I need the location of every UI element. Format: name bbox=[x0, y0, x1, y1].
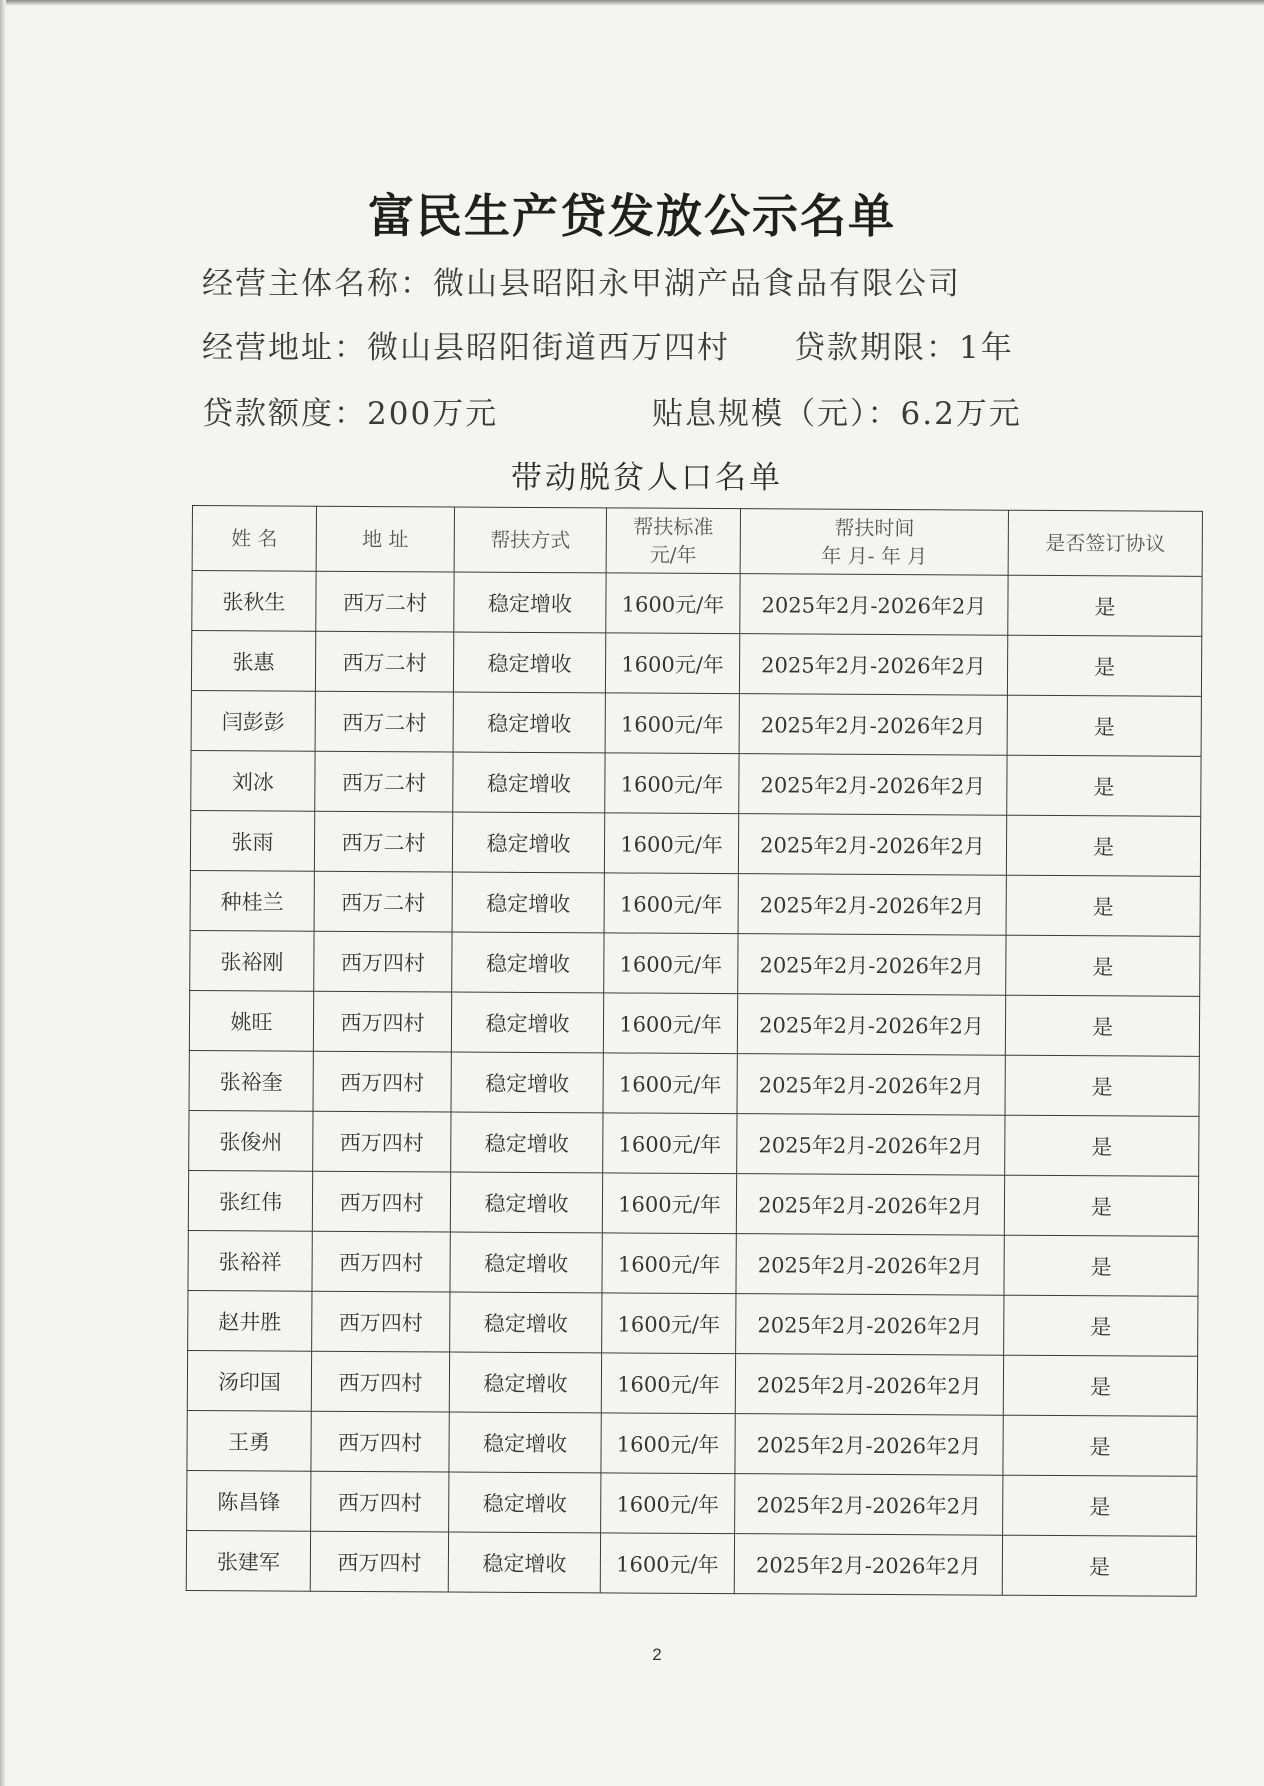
cell-name: 闫彭彭 bbox=[191, 690, 315, 751]
cell-standard: 1600元/年 bbox=[602, 1233, 736, 1294]
header-address: 地 址 bbox=[316, 506, 454, 572]
cell-standard: 1600元/年 bbox=[605, 753, 739, 814]
header-standard-line2: 元/年 bbox=[649, 542, 697, 567]
cell-standard: 1600元/年 bbox=[601, 1353, 735, 1414]
cell-address: 西万四村 bbox=[313, 1051, 451, 1112]
entity-name-value: 微山县昭阳永甲湖产品食品有限公司 bbox=[433, 266, 961, 302]
table-row bbox=[189, 990, 1199, 1056]
cell-address: 西万四村 bbox=[311, 1471, 449, 1532]
cell-agreement: 是 bbox=[1007, 695, 1201, 756]
cell-agreement: 是 bbox=[1003, 1355, 1197, 1416]
cell-address: 西万二村 bbox=[315, 751, 453, 812]
cell-method: 稳定增收 bbox=[449, 1472, 601, 1533]
table-row bbox=[191, 690, 1201, 756]
cell-name: 姚旺 bbox=[189, 990, 313, 1051]
cell-method: 稳定增收 bbox=[451, 992, 603, 1053]
cell-method: 稳定增收 bbox=[449, 1412, 601, 1473]
cell-agreement: 是 bbox=[1007, 755, 1201, 816]
address-label: 经营地址： bbox=[202, 330, 367, 366]
page-top-edge bbox=[0, 0, 1264, 6]
cell-standard: 1600元/年 bbox=[601, 1473, 735, 1534]
cell-period: 2025年2月-2026年2月 bbox=[739, 754, 1007, 816]
cell-method: 稳定增收 bbox=[454, 572, 606, 633]
table-row bbox=[188, 1290, 1198, 1356]
cell-agreement: 是 bbox=[1006, 935, 1200, 996]
cell-standard: 1600元/年 bbox=[602, 1293, 736, 1354]
cell-method: 稳定增收 bbox=[452, 932, 604, 993]
table-row bbox=[187, 1410, 1197, 1476]
cell-standard: 1600元/年 bbox=[605, 633, 739, 694]
header-name: 姓 名 bbox=[192, 506, 316, 572]
cell-standard: 1600元/年 bbox=[601, 1413, 735, 1474]
header-standard-line1: 帮扶标准 bbox=[633, 514, 714, 540]
cell-name: 王勇 bbox=[187, 1410, 311, 1471]
cell-agreement: 是 bbox=[1007, 635, 1201, 696]
loan-amount-label: 贷款额度： bbox=[202, 396, 367, 432]
cell-standard: 1600元/年 bbox=[604, 813, 738, 874]
cell-name: 张俊州 bbox=[189, 1110, 313, 1171]
cell-agreement: 是 bbox=[1005, 1115, 1199, 1176]
header-agreement: 是否签订协议 bbox=[1008, 510, 1202, 576]
cell-standard: 1600元/年 bbox=[602, 1173, 736, 1234]
cell-period: 2025年2月-2026年2月 bbox=[737, 1054, 1005, 1116]
cell-method: 稳定增收 bbox=[452, 872, 604, 933]
table-row bbox=[190, 930, 1200, 996]
cell-address: 西万四村 bbox=[311, 1411, 449, 1472]
interest-subsidy-label: 贴息规模（元）： bbox=[652, 396, 901, 432]
cell-address: 西万四村 bbox=[312, 1231, 450, 1292]
cell-agreement: 是 bbox=[1003, 1475, 1197, 1536]
header-period bbox=[740, 509, 1008, 576]
table-row bbox=[191, 750, 1201, 816]
loan-term-value: 1年 bbox=[959, 330, 1014, 366]
cell-period: 2025年2月-2026年2月 bbox=[735, 1354, 1003, 1416]
table-row bbox=[187, 1470, 1197, 1536]
cell-period: 2025年2月-2026年2月 bbox=[740, 574, 1008, 636]
table-row bbox=[187, 1350, 1197, 1416]
header-period-line1: 帮扶时间 bbox=[834, 515, 915, 541]
cell-period: 2025年2月-2026年2月 bbox=[735, 1474, 1003, 1536]
header-method: 帮扶方式 bbox=[454, 507, 606, 573]
cell-period: 2025年2月-2026年2月 bbox=[736, 1174, 1004, 1236]
entity-name-line bbox=[202, 258, 961, 303]
cell-period: 2025年2月-2026年2月 bbox=[739, 694, 1007, 756]
cell-address: 西万四村 bbox=[313, 1111, 451, 1172]
cell-method: 稳定增收 bbox=[453, 632, 605, 693]
cell-method: 稳定增收 bbox=[448, 1532, 600, 1593]
cell-address: 西万二村 bbox=[316, 571, 454, 632]
loan-term-label: 贷款期限： bbox=[794, 330, 959, 366]
loan-amount-value: 200万元 bbox=[367, 396, 499, 432]
cell-name: 张裕奎 bbox=[189, 1050, 313, 1111]
cell-method: 稳定增收 bbox=[453, 692, 605, 753]
cell-address: 西万二村 bbox=[315, 691, 453, 752]
cell-agreement: 是 bbox=[1008, 575, 1202, 636]
cell-address: 西万二村 bbox=[314, 811, 452, 872]
table-row bbox=[190, 870, 1200, 936]
cell-agreement: 是 bbox=[1005, 1055, 1199, 1116]
cell-period: 2025年2月-2026年2月 bbox=[738, 934, 1006, 996]
cell-method: 稳定增收 bbox=[449, 1352, 601, 1413]
table-row bbox=[190, 810, 1200, 876]
cell-period: 2025年2月-2026年2月 bbox=[739, 634, 1007, 696]
cell-agreement: 是 bbox=[1005, 995, 1199, 1056]
table-row bbox=[191, 631, 1201, 697]
cell-name: 张裕刚 bbox=[190, 930, 314, 991]
roster-subtitle: 带动脱贫人口名单 bbox=[511, 460, 783, 496]
cell-method: 稳定增收 bbox=[450, 1172, 602, 1233]
cell-period: 2025年2月-2026年2月 bbox=[736, 1294, 1004, 1356]
cell-name: 张惠 bbox=[191, 631, 315, 692]
table-row bbox=[189, 1050, 1199, 1116]
page-left-edge bbox=[0, 0, 6, 1786]
cell-agreement: 是 bbox=[1002, 1535, 1196, 1596]
cell-address: 西万二村 bbox=[314, 871, 452, 932]
cell-period: 2025年2月-2026年2月 bbox=[735, 1414, 1003, 1476]
cell-name: 张裕祥 bbox=[188, 1230, 312, 1291]
cell-period: 2025年2月-2026年2月 bbox=[736, 1234, 1004, 1296]
cell-standard: 1600元/年 bbox=[603, 1113, 737, 1174]
table-row bbox=[192, 571, 1202, 637]
cell-agreement: 是 bbox=[1004, 1295, 1198, 1356]
address-line bbox=[202, 322, 1014, 367]
table-row bbox=[189, 1110, 1199, 1176]
cell-address: 西万四村 bbox=[310, 1531, 448, 1592]
cell-method: 稳定增收 bbox=[452, 812, 604, 873]
cell-agreement: 是 bbox=[1004, 1235, 1198, 1296]
entity-name-label: 经营主体名称： bbox=[202, 266, 433, 302]
cell-method: 稳定增收 bbox=[453, 752, 605, 813]
cell-address: 西万二村 bbox=[315, 631, 453, 692]
cell-name: 汤印国 bbox=[187, 1350, 311, 1411]
amount-line bbox=[202, 388, 1022, 433]
cell-method: 稳定增收 bbox=[451, 1052, 603, 1113]
cell-period: 2025年2月-2026年2月 bbox=[737, 994, 1005, 1056]
table-body bbox=[186, 571, 1202, 1597]
cell-address: 西万四村 bbox=[312, 1171, 450, 1232]
cell-name: 赵井胜 bbox=[188, 1290, 312, 1351]
cell-agreement: 是 bbox=[1004, 1175, 1198, 1236]
cell-standard: 1600元/年 bbox=[603, 993, 737, 1054]
cell-method: 稳定增收 bbox=[451, 1112, 603, 1173]
cell-name: 陈昌锋 bbox=[187, 1470, 311, 1531]
page-number: 2 bbox=[652, 1645, 662, 1664]
header-period-line2: 年 月- 年 月 bbox=[821, 543, 928, 569]
cell-standard: 1600元/年 bbox=[605, 693, 739, 754]
cell-period: 2025年2月-2026年2月 bbox=[738, 814, 1006, 876]
cell-address: 西万四村 bbox=[314, 931, 452, 992]
cell-address: 西万四村 bbox=[312, 1291, 450, 1352]
beneficiary-table bbox=[186, 505, 1203, 1597]
table-row bbox=[188, 1230, 1198, 1296]
loan-term bbox=[794, 322, 1014, 367]
cell-standard: 1600元/年 bbox=[604, 873, 738, 934]
table-row bbox=[186, 1530, 1196, 1596]
cell-period: 2025年2月-2026年2月 bbox=[738, 874, 1006, 936]
cell-standard: 1600元/年 bbox=[603, 1053, 737, 1114]
address-value: 微山县昭阳街道西万四村 bbox=[367, 330, 730, 366]
interest-subsidy bbox=[652, 388, 1022, 433]
cell-standard: 1600元/年 bbox=[600, 1533, 734, 1594]
cell-name: 刘冰 bbox=[191, 750, 315, 811]
cell-name: 张红伟 bbox=[188, 1170, 312, 1231]
cell-method: 稳定增收 bbox=[450, 1292, 602, 1353]
cell-address: 西万四村 bbox=[313, 991, 451, 1052]
cell-name: 张秋生 bbox=[192, 571, 316, 632]
cell-period: 2025年2月-2026年2月 bbox=[734, 1534, 1002, 1596]
table-row bbox=[188, 1170, 1198, 1236]
document-title: 富民生产贷发放公示名单 bbox=[368, 189, 896, 243]
cell-agreement: 是 bbox=[1006, 875, 1200, 936]
cell-standard: 1600元/年 bbox=[606, 573, 740, 634]
cell-agreement: 是 bbox=[1006, 815, 1200, 876]
cell-name: 种桂兰 bbox=[190, 870, 314, 931]
cell-address: 西万四村 bbox=[311, 1351, 449, 1412]
interest-subsidy-value: 6.2万元 bbox=[900, 396, 1022, 432]
cell-standard: 1600元/年 bbox=[604, 933, 738, 994]
cell-agreement: 是 bbox=[1003, 1415, 1197, 1476]
cell-name: 张雨 bbox=[190, 810, 314, 871]
table-header-row bbox=[192, 506, 1202, 577]
header-standard bbox=[606, 508, 740, 574]
cell-period: 2025年2月-2026年2月 bbox=[737, 1114, 1005, 1176]
cell-name: 张建军 bbox=[186, 1530, 310, 1591]
cell-method: 稳定增收 bbox=[450, 1232, 602, 1293]
